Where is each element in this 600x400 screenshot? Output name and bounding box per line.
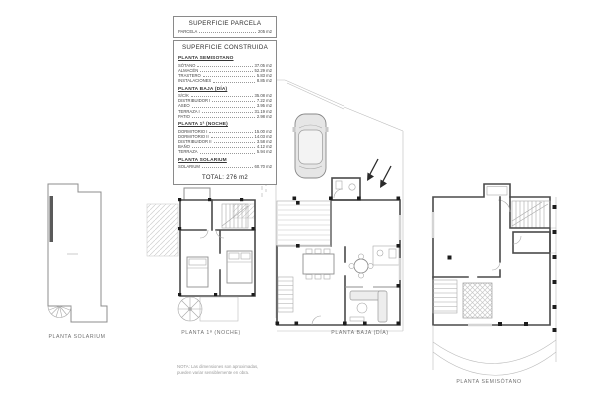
section-title-solarium: PLANTA SOLARIUM (178, 157, 227, 163)
dotted-leader (192, 117, 255, 118)
area-row: DORMITORIO II 14.03 m2 (178, 133, 272, 139)
area-row: SOLARIUM 60.70 m2 (178, 164, 272, 170)
area-row: PARCELA 205 m2 (178, 29, 272, 34)
area-row: BAÑO 4.12 m2 (178, 144, 272, 150)
dotted-leader (192, 147, 255, 148)
label-planta-semisotano: PLANTA SEMISÓTANO (456, 379, 522, 385)
area-row: INSTALACIONES 8.85 m2 (178, 78, 272, 84)
dotted-leader (192, 107, 255, 108)
dotted-leader (213, 82, 255, 83)
plan-baja-dia-drawing (276, 80, 404, 331)
area-title-block (173, 16, 277, 187)
label-planta-primera: PLANTA 1ª (NOCHE) (181, 330, 241, 336)
label-planta-solarium: PLANTA SOLARIUM (48, 334, 106, 340)
section-title-baja: PLANTA BAJA (DÍA) (178, 86, 228, 92)
label-planta-baja: PLANTA BAJA (DÍA) (331, 330, 389, 336)
area-row: S/C/K 35.08 m2 (178, 93, 272, 99)
dotted-leader (197, 66, 252, 67)
dotted-leader (191, 96, 253, 97)
superficie-construida-box (173, 40, 277, 185)
dotted-leader (200, 71, 252, 72)
roof-hatch-area (147, 204, 178, 256)
area-row: DORMITORIO I 15.00 m2 (178, 128, 272, 134)
dotted-leader (202, 112, 253, 113)
area-row: TERRAZA 5.94 m2 (178, 149, 272, 155)
dotted-leader (211, 137, 253, 138)
area-row: SÓTANO 37.05 m2 (178, 62, 272, 68)
dotted-leader (203, 76, 255, 77)
car-top-view (293, 114, 329, 178)
hatched-void-area (463, 283, 492, 318)
area-row: TERRAZA I 31.19 m2 (178, 108, 272, 114)
plan-semisotano-drawing (432, 184, 556, 375)
dotted-leader (200, 153, 255, 154)
entrance-arrows (367, 159, 391, 188)
area-row: DISTRIBUIDOR II 3.58 m2 (178, 138, 272, 144)
section-title-semisotano: PLANTA SEMISOTANO (178, 56, 234, 62)
dotted-leader (202, 167, 253, 168)
roof-hatch-corner (233, 204, 255, 218)
dotted-leader (214, 142, 255, 143)
superficie-parcela-box (173, 16, 277, 38)
parcela-header: SUPERFICIE PARCELA (188, 20, 262, 27)
dimensions-note: NOTA: Las dimensiones son aproximadas, pueden variar sensiblemente en obra. (177, 364, 259, 376)
construida-header: SUPERFICIE CONSTRUIDA (181, 44, 269, 52)
area-row: TRASTERO 5.83 m2 (178, 73, 272, 79)
area-row: PATIO 2.98 m2 (178, 113, 272, 119)
area-row: DISTRIBUIDOR I 7.22 m2 (178, 98, 272, 104)
pergola-bar (50, 196, 54, 242)
plan-solarium-drawing (48, 184, 107, 322)
dotted-leader (199, 32, 256, 33)
area-row: ASEO 3.95 m2 (178, 103, 272, 109)
plan-primera-noche-drawing (147, 188, 255, 321)
area-row: ALMACÉN 52.29 m2 (178, 67, 272, 73)
total-area: TOTAL: 276 m2 (201, 175, 249, 182)
dotted-leader (209, 132, 252, 133)
section-title-noche: PLANTA 1ª (NOCHE) (178, 122, 228, 128)
dotted-leader (212, 101, 255, 102)
